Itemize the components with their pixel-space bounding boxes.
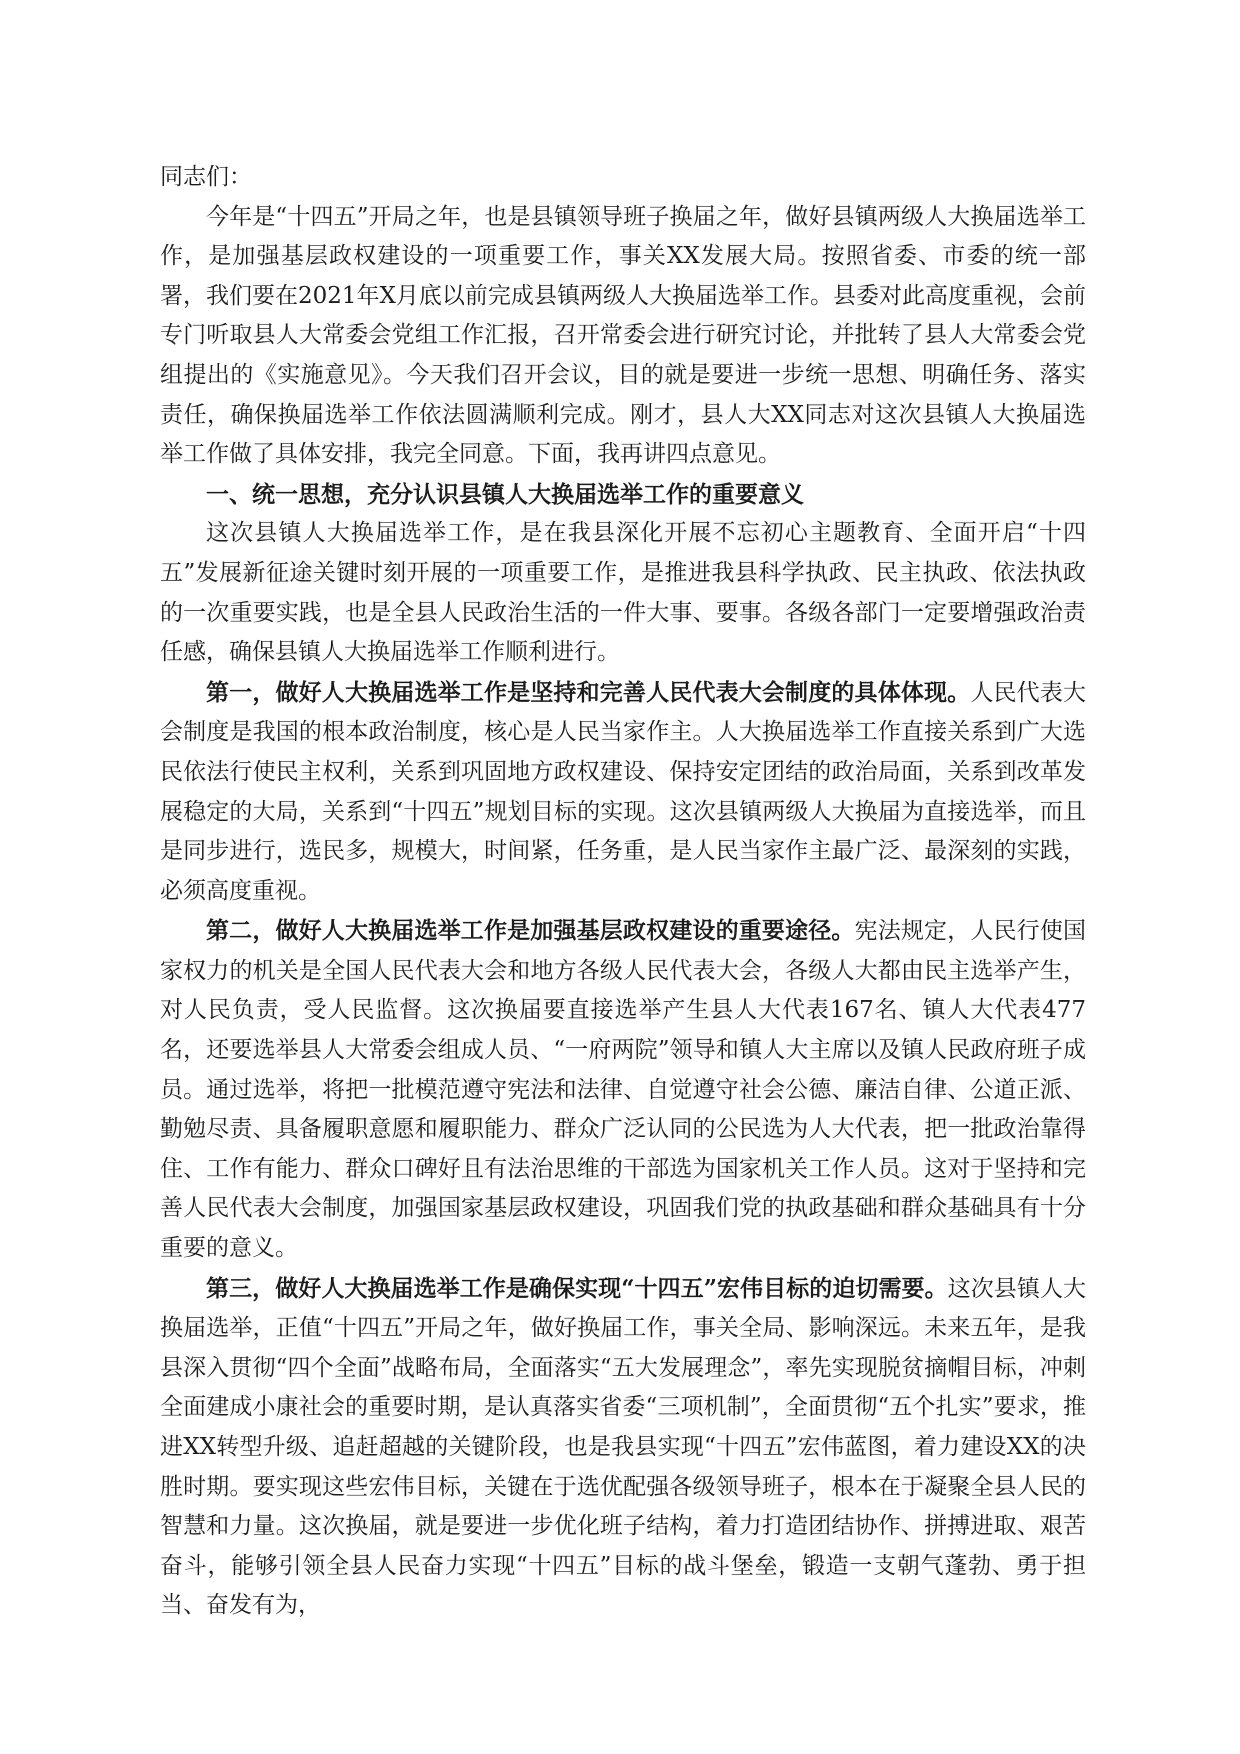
point-2-lead: 第二，做好人大换届选举工作是加强基层政权建设的重要途径。 bbox=[206, 917, 855, 945]
point-3-lead: 第三，做好人大换届选举工作是确保实现“十四五”宏伟目标的迫切需要。 bbox=[206, 1274, 948, 1302]
section-1-intro-paragraph: 这次县镇人大换届选举工作，是在我县深化开展不忘初心主题教育、全面开启“十四五”发展新征途关键时刻开展的一项重要工作，是推进我县科学执政、民主执政、依法执政的一次重要实践，也是全县人民政治生活的一件大事、要事。各级各部门一定要增强政治责任感，确保县镇人大换届选举工作顺利进行。 bbox=[160, 520, 1086, 666]
point-3-paragraph bbox=[160, 1269, 1086, 1626]
point-2-body: 宪法规定，人民行使国家权力的机关是全国人民代表大会和地方各级人民代表大会，各级人大都由民主选举产生，对人民负责，受人民监督。这次换届要直接选举产生县人大代表167名、镇人大代表477名，还要选举县人大常委会组成人员、“一府两院”领导和镇人大主席以及镇人民政府班子成员。通过选举，将把一批模范遵守宪法和法律、自觉遵守社会公德、廉洁自律、公道正派、勤勉尽责、具备履职意愿和履职能力、群众广泛认同的公民选为人大代表，把一批政治靠得住、工作有能力、群众口碑好且有法治思维的干部选为国家机关工作人员。这对于坚持和完善人民代表大会制度，加强国家基层政权建设，巩固我们党的执政基础和群众基础具有十分重要的意义。 bbox=[160, 918, 1087, 1262]
point-2-paragraph bbox=[160, 911, 1086, 1268]
point-3-body: 这次县镇人大换届选举，正值“十四五”开局之年，做好换届工作，事关全局、影响深远。未来五年，是我县深入贯彻“四个全面”战略布局，全面落实“五大发展理念”，率先实现脱贫摘帽目标，冲刺全面建成小康社会的重要时期，是认真落实省委“三项机制”，全面贯彻“五个扎实”要求，推进XX转型升级、追赶超越的关键阶段，也是我县实现“十四五”宏伟蓝图，着力建设XX的决胜时期。要实现这些宏伟目标，关键在于选优配强各级领导班子，根本在于凝聚全县人民的智慧和力量。这次换届，就是要进一步优化班子结构，着力打造团结协作、拼搏进取、艰苦奋斗，能够引领全县人民奋力实现“十四五”目标的战斗堡垒，锻造一支朝气蓬勃、勇于担当、奋发有为， bbox=[160, 1275, 1087, 1619]
point-1-body: 人民代表大会制度是我国的根本政治制度，核心是人民当家作主。人大换届选举工作直接关系到广大选民依法行使民主权利，关系到巩固地方政权建设、保持安定团结的政治局面，关系到改革发展稳定的大局，关系到“十四五”规划目标的实现。这次县镇两级人大换届为直接选举，而且是同步进行，选民多，规模大，时间紧，任务重，是人民当家作主最广泛、最深刻的实践，必须高度重视。 bbox=[160, 679, 1087, 904]
intro-paragraph: 今年是“十四五”开局之年，也是县镇领导班子换届之年，做好县镇两级人大换届选举工作，是加强基层政权建设的一项重要工作，事关XX发展大局。按照省委、市委的统一部署，我们要在2021年X月底以前完成县镇两级人大换届选举工作。县委对此高度重视，会前专门听取县人大常委会党组工作汇报，召开常委会进行研究讨论，并批转了县人大常委会党组提出的《实施意见》。今天我们召开会议，目的就是要进一步统一思想、明确任务、落实责任，确保换届选举工作依法圆满顺利完成。刚才，县人大XX同志对这次县镇人大换届选举工作做了具体安排，我完全同意。下面，我再讲四点意见。 bbox=[160, 203, 1086, 468]
point-1-paragraph bbox=[160, 673, 1086, 912]
document-page bbox=[160, 158, 1086, 1626]
salutation: 同志们： bbox=[160, 164, 252, 190]
section-heading-1: 一、统一思想，充分认识县镇人大换届选举工作的重要意义 bbox=[206, 480, 804, 508]
point-1-lead: 第一，做好人大换届选举工作是坚持和完善人民代表大会制度的具体体现。 bbox=[206, 678, 971, 706]
